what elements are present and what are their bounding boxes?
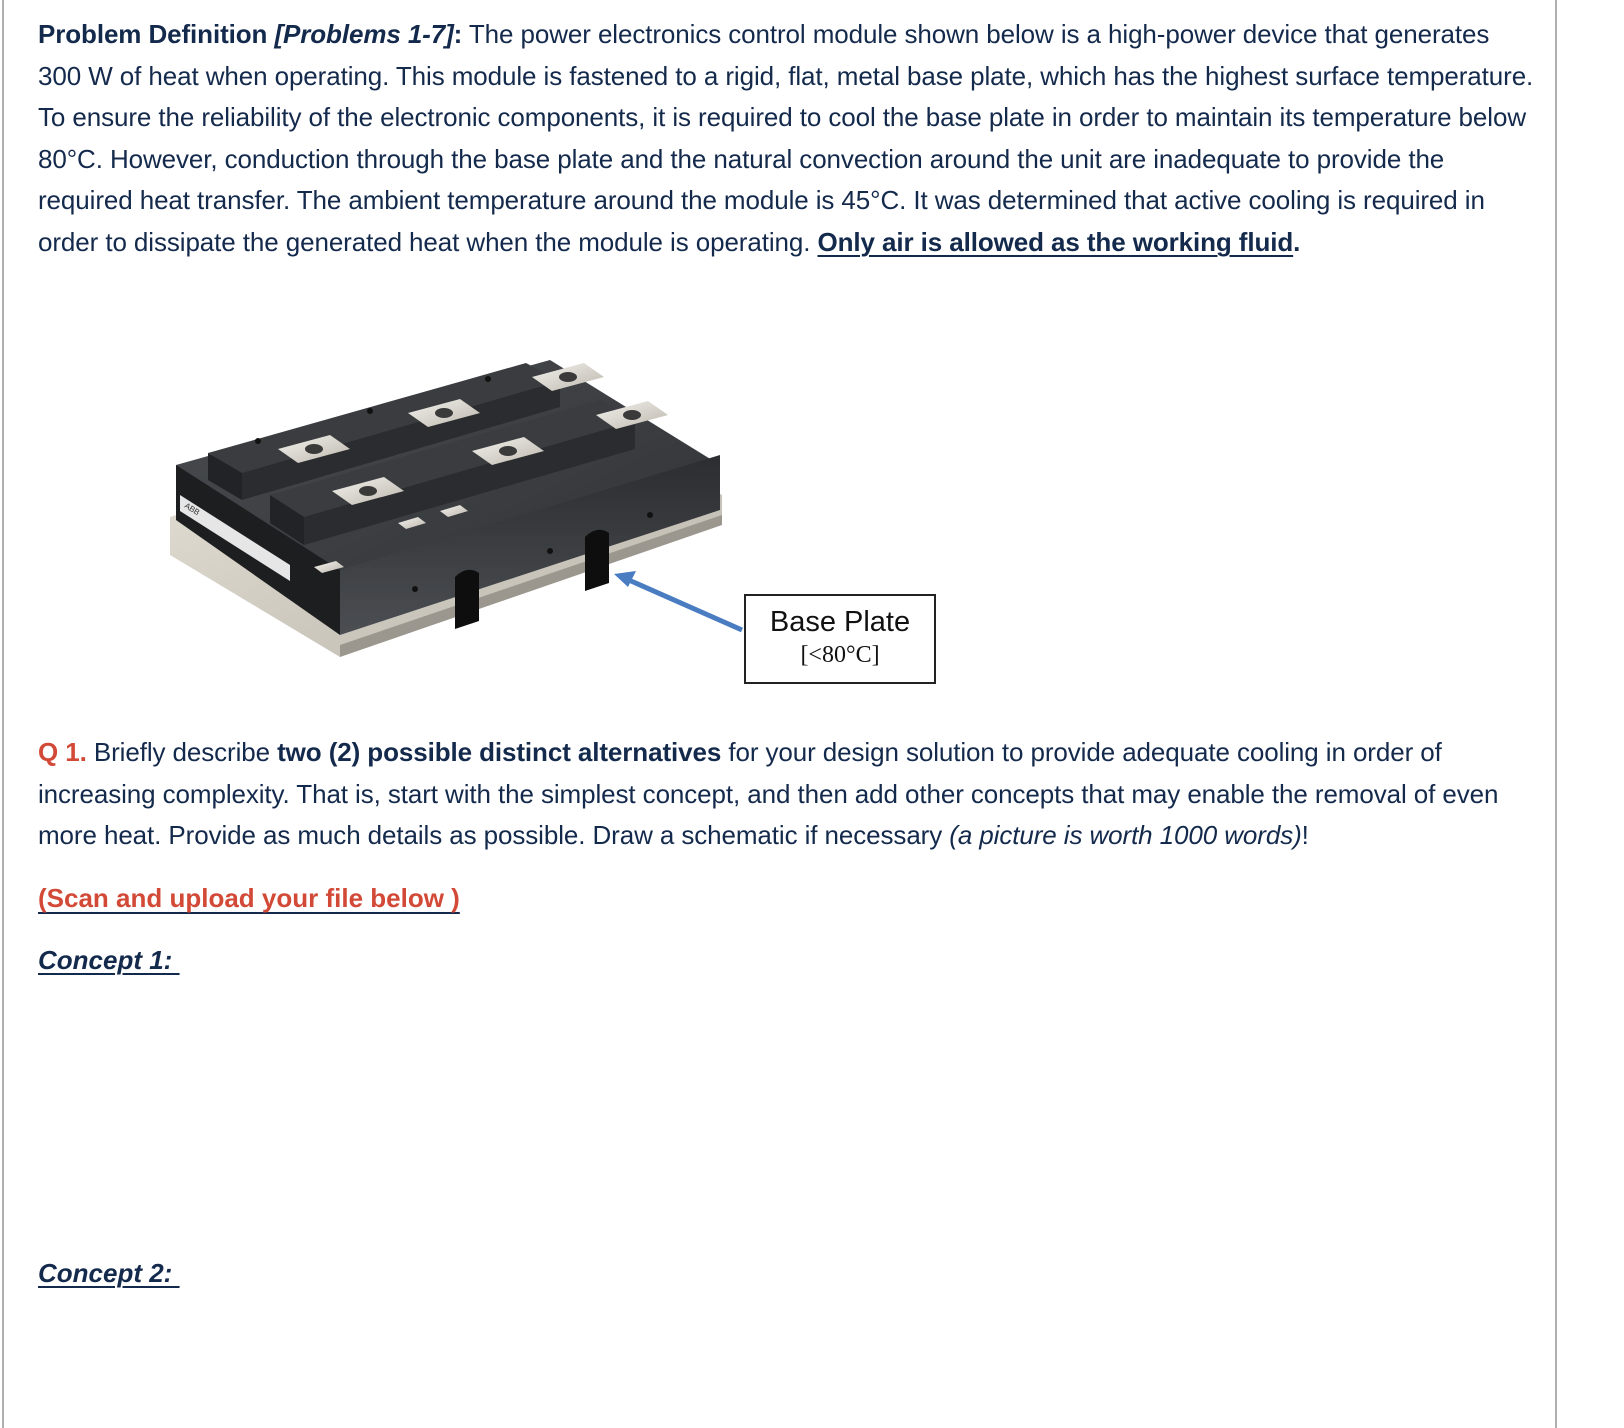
- problem-definition: [38, 14, 1538, 264]
- callout-temperature: [<80°C]: [800, 642, 880, 668]
- svg-text:ABB: ABB: [182, 501, 202, 518]
- question-end: !: [1301, 820, 1309, 851]
- base-plate-callout: [744, 594, 936, 684]
- concept-2-label: Concept 2:: [38, 1258, 180, 1288]
- question-emphasis: two (2) possible distinct alternatives: [277, 737, 722, 767]
- problem-heading: Problem Definition: [38, 19, 275, 49]
- concept-1-label: Concept 1:: [38, 945, 180, 975]
- question-paragraph: [38, 732, 1538, 857]
- callout-arrow: [622, 577, 742, 630]
- question-1: [38, 732, 1538, 857]
- problem-body: The power electronics control module shown below is a high-power device that generates 300 W of heat when operating. This module is fastened to a rigid, flat, metal base plate, which has the highest surface temperature. To ensure the reliability of the electronic components, it is required to cool the base plate in order to maintain its temperature below 80°C. However, conduction through the base plate and the natural convection around the unit are inadequate to provide the required heat transfer. The ambient temperature around the module is 45°C. It was determined that active cooling is required in order to dissipate the generated heat when the module is operating.: [38, 19, 1534, 257]
- question-text-1: Briefly describe: [86, 737, 278, 767]
- problem-heading-colon: :: [453, 19, 463, 49]
- working-fluid-constraint: Only air is allowed as the working fluid: [817, 226, 1294, 257]
- question-text-2: for your design solution to provide adequate cooling in order of increasing complexity. That is, start with the simplest concept, and then add other concepts that may enable the removal of even more heat. Provide as much details as possible. Draw a schematic if necessary: [38, 737, 1499, 851]
- concept-1-answer-area[interactable]: [38, 985, 1518, 1245]
- upload-file-link[interactable]: (Scan and upload your file below ): [38, 883, 460, 913]
- problem-range: [Problems 1-7]: [274, 19, 454, 49]
- problem-end: .: [1293, 226, 1301, 257]
- question-number: Q 1.: [38, 737, 87, 767]
- question-aside: (a picture is worth 1000 words): [949, 820, 1302, 851]
- problem-paragraph: [38, 14, 1538, 264]
- concept-2-answer-area[interactable]: [38, 1298, 1518, 1418]
- callout-title: Base Plate: [769, 606, 911, 638]
